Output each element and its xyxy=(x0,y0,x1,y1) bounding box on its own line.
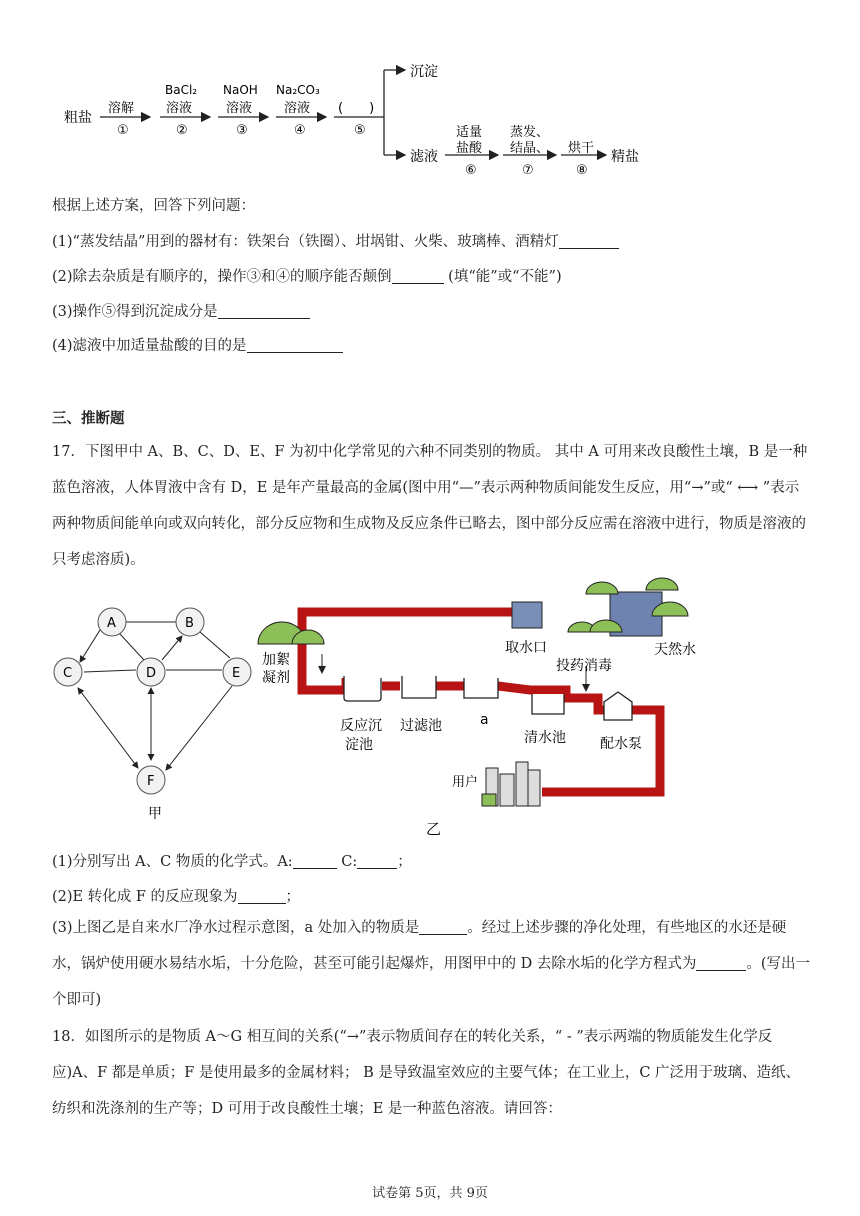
q17-sub3-a: (3)上图乙是自来水厂净水过程示意图，a 处加入的物质是 xyxy=(52,920,420,936)
diagram-yi xyxy=(250,572,710,842)
q16-item2 xyxy=(52,267,562,287)
q17-blank-phenomenon[interactable] xyxy=(238,887,286,904)
q16-item2-suffix: (填“能”或“不能”) xyxy=(448,269,562,285)
purification-flow-diagram xyxy=(0,50,860,180)
label-coagulant2: 凝剂 xyxy=(262,670,290,686)
label-disinfect: 投药消毒 xyxy=(556,658,612,674)
flow-step4-reagent: Na₂CO₃ xyxy=(276,83,320,97)
q17-blank-substance[interactable] xyxy=(419,918,467,935)
intake-box xyxy=(512,602,542,628)
node-a-label: A xyxy=(107,616,116,631)
page-footer: 试卷第 5页，共 9页 xyxy=(372,1186,488,1201)
edge-e-f xyxy=(166,686,232,770)
q16-item3-text: (3)操作⑤得到沉淀成分是 xyxy=(52,304,218,320)
building xyxy=(516,762,528,806)
q17-sub1-end: ； xyxy=(397,854,412,870)
label-user: 用户 xyxy=(452,775,479,790)
flow-step6-num: ⑥ xyxy=(465,163,477,178)
flow-step3-reagent: NaOH xyxy=(223,83,258,97)
q16-item4 xyxy=(52,336,343,356)
edge-a-d xyxy=(120,634,144,660)
label-sediment1: 反应沉 xyxy=(340,718,382,734)
flow-step5-num: ⑤ xyxy=(354,123,366,138)
q17-sub3 xyxy=(52,910,812,1018)
pump-house xyxy=(604,692,632,720)
q17-sub2-end: ； xyxy=(285,889,301,905)
q17-blank-equation[interactable] xyxy=(696,954,746,971)
node-b-label: B xyxy=(185,616,194,631)
label-intake: 取水口 xyxy=(505,640,547,656)
edge-d-c xyxy=(84,670,136,672)
label-filter: 过滤池 xyxy=(400,718,442,734)
q17-sub1 xyxy=(52,852,412,872)
q16-item1-text: (1)“蒸发结晶”用到的器材有：铁架台（铁圈）、坩埚钳、火柴、玻璃棒、酒精灯 xyxy=(52,234,559,250)
q16-item2-blank[interactable] xyxy=(392,267,444,284)
q16-item1 xyxy=(52,232,619,252)
node-c-label: C xyxy=(63,666,73,681)
coagulant-arrowhead xyxy=(318,666,326,674)
label-clear: 清水池 xyxy=(524,730,566,746)
building xyxy=(528,770,540,806)
flow-step3-num: ③ xyxy=(236,123,248,138)
edge-c-f xyxy=(78,688,138,768)
flow-step6-label: 盐酸 xyxy=(456,141,483,156)
diagram-jia xyxy=(40,600,260,830)
flow-step7-label: 结晶、 xyxy=(510,141,550,156)
q17-sub1-c: C: xyxy=(341,854,358,870)
label-a: a xyxy=(480,712,489,728)
node-e-label: E xyxy=(232,666,241,681)
flow-step4-label: 溶液 xyxy=(284,101,311,116)
label-coagulant1: 加絮 xyxy=(262,652,290,668)
label-sediment2: 淀池 xyxy=(345,737,373,753)
filter-tank xyxy=(402,676,436,698)
flow-step2-reagent: BaCl₂ xyxy=(165,83,198,97)
diagram-yi-label: 乙 xyxy=(426,820,442,838)
q17-sub2-text: (2)E 转化成 F 的反应现象为 xyxy=(52,889,238,905)
flow-step7-top: 蒸发、 xyxy=(510,125,550,140)
q16-item4-text: (4)滤液中加适量盐酸的目的是 xyxy=(52,338,247,354)
label-natural: 天然水 xyxy=(654,642,696,658)
edge-a-c xyxy=(80,630,100,662)
q17-sub1-text: (1)分别写出 A、C 物质的化学式。A: xyxy=(52,854,293,870)
flow-step8-num: ⑧ xyxy=(576,163,588,178)
q17-blank-a[interactable] xyxy=(293,852,337,869)
q16-item3 xyxy=(52,302,310,322)
edge-d-b xyxy=(162,636,182,660)
flow-step2-label: 溶液 xyxy=(166,101,193,116)
flow-step4-num: ④ xyxy=(294,123,306,138)
q17-sub3-b: 。经过上述步骤的净化处理，有些地区的水还是硬水，锅炉使用硬水易结水垢，十分危险，甚至可能引起爆炸，用图甲中的 D 去除水垢的化学方程式为 xyxy=(52,920,787,972)
clear-tank xyxy=(532,694,564,714)
q17-sub2 xyxy=(52,887,300,907)
q16-item4-blank[interactable] xyxy=(247,336,343,353)
flow-precipitate: 沉淀 xyxy=(410,64,438,80)
flow-step3-label: 溶液 xyxy=(226,101,253,116)
bush-icon xyxy=(646,578,678,590)
edge-b-e xyxy=(200,632,230,658)
sediment-tank xyxy=(344,676,381,701)
flow-step6-top: 适量 xyxy=(456,125,483,140)
q16-intro: 根据上述方案，回答下列问题： xyxy=(52,198,255,214)
q16-item2-text: (2)除去杂质是有顺序的，操作③和④的顺序能否颠倒 xyxy=(52,269,392,285)
flow-step1-num: ① xyxy=(117,123,129,138)
q17-sub3-c: 。(写出一个即可) xyxy=(52,956,811,1008)
a-tank xyxy=(464,678,498,698)
flow-filtrate: 滤液 xyxy=(410,149,438,165)
house xyxy=(482,794,496,806)
q17-stem: 17．下图甲中 A、B、C、D、E、F 为初中化学常见的六种不同类别的物质。 其中 A 可用来改良酸性土壤，B 是一种蓝色溶液，人体胃液中含有 D，E 是年产量最高的金属(图中用“—”表示两种物质间能发生反应，用“→”或“ ⟷ ”表示两种物质间能单向或双向转化，部分反应物和生成物及反应条件已略去，图中部分反应需在溶液中进行，物质是溶液的只考虑溶质)。 xyxy=(52,444,808,568)
q16-item3-blank[interactable] xyxy=(218,302,310,319)
label-pump: 配水泵 xyxy=(600,736,642,752)
flow-end: 精盐 xyxy=(611,149,639,165)
q18-stem: 18．如图所示的是物质 A～G 相互间的关系(“→”表示物质间存在的转化关系，“ - ”表示两端的物质能发生化学反应)A、F 都是单质；F 是使用最多的金属材料； B 是导致温室效应的主要气体；在工业上，C 广泛用于玻璃、造纸、纺织和洗涤剂的生产等；D 可用于改良酸性土壤；E 是一种蓝色溶液。请回答： xyxy=(52,1029,801,1117)
diagram-jia-label: 甲 xyxy=(148,806,162,822)
flow-step8-label: 烘干 xyxy=(568,141,595,156)
bush-icon xyxy=(586,582,618,594)
building xyxy=(500,774,514,806)
flow-start: 粗盐 xyxy=(64,110,92,126)
q17-blank-c[interactable] xyxy=(357,852,397,869)
flow-step7-num: ⑦ xyxy=(522,163,534,178)
node-f-label: F xyxy=(147,774,155,789)
node-d-label: D xyxy=(146,666,157,681)
q16-item1-blank[interactable] xyxy=(559,232,619,249)
flow-step2-num: ② xyxy=(176,123,188,138)
flow-step1-label: 溶解 xyxy=(108,101,135,116)
disinfect-arrowhead xyxy=(582,684,590,692)
flow-step5-label: ( ) xyxy=(338,101,375,116)
section-title: 三、推断题 xyxy=(52,410,125,427)
